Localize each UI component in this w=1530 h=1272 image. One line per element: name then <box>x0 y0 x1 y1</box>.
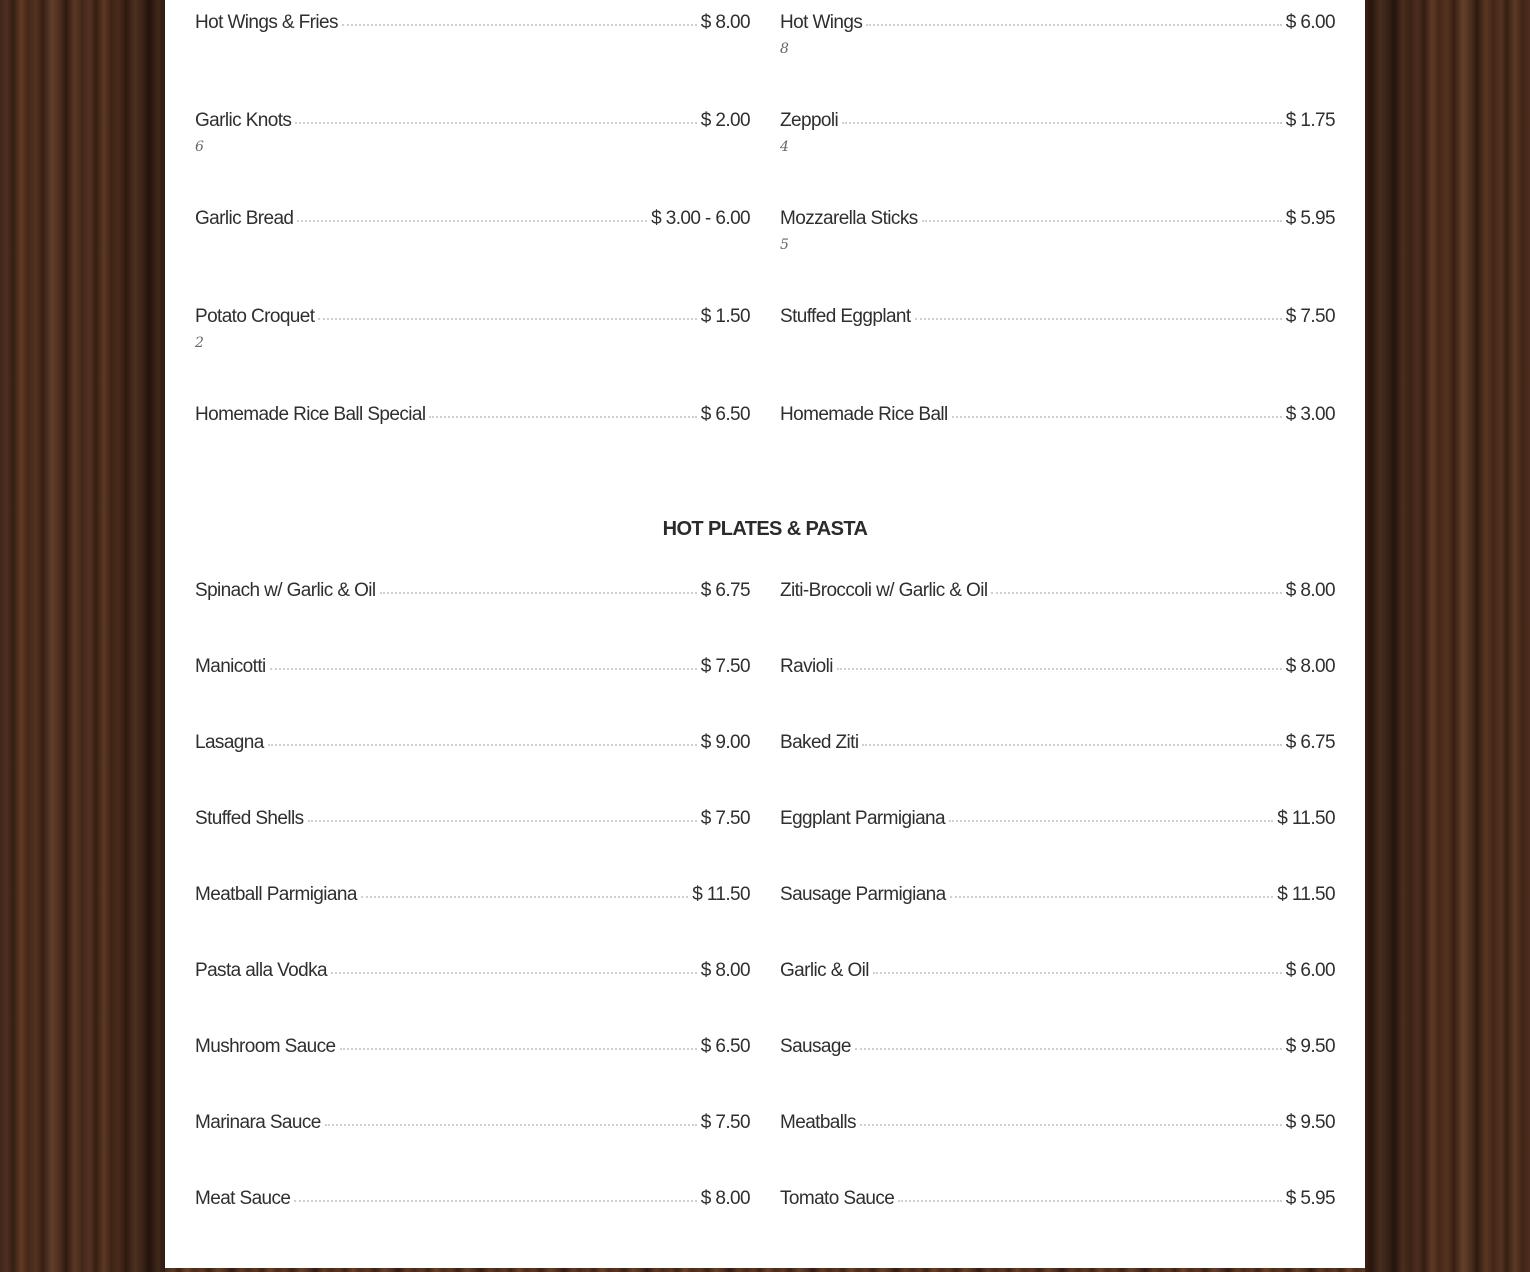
menu-item <box>195 206 750 304</box>
dot-leader <box>991 592 1281 594</box>
item-name: Homemade Rice Ball Special <box>195 404 426 425</box>
item-price: $ 11.50 <box>1277 808 1335 829</box>
appetizers-list <box>195 10 1335 500</box>
item-name: Homemade Rice Ball <box>780 404 948 425</box>
dot-leader <box>837 668 1282 670</box>
item-price: $ 8.00 <box>1285 656 1335 677</box>
item-name: Sausage <box>780 1036 851 1057</box>
item-name: Meat Sauce <box>195 1188 291 1209</box>
item-description: 6 <box>195 139 204 155</box>
item-price: $ 7.50 <box>700 808 750 829</box>
item-price: $ 7.50 <box>700 1112 750 1133</box>
dot-leader <box>331 972 697 974</box>
dot-leader <box>922 220 1282 222</box>
dot-leader <box>325 1124 697 1126</box>
menu-item <box>780 1034 1335 1110</box>
menu-item <box>195 1186 750 1262</box>
section-title: HOT PLATES & PASTA <box>662 518 868 540</box>
menu-item <box>195 882 750 958</box>
dot-leader <box>873 972 1282 974</box>
item-name: Hot Wings <box>780 12 863 33</box>
item-price: $ 3.00 - 6.00 <box>651 208 750 229</box>
item-name: Sausage Parmigiana <box>780 884 946 905</box>
item-price: $ 7.50 <box>1285 306 1335 327</box>
dot-leader <box>380 592 697 594</box>
menu-item <box>780 10 1335 108</box>
item-name: Ravioli <box>780 656 833 677</box>
menu-item <box>780 654 1335 730</box>
dot-leader <box>860 1124 1282 1126</box>
dot-leader <box>268 744 697 746</box>
item-price: $ 6.50 <box>700 1036 750 1057</box>
item-description: 2 <box>195 335 204 351</box>
item-name: Mushroom Sauce <box>195 1036 336 1057</box>
item-price: $ 7.50 <box>700 656 750 677</box>
wood-background-left <box>0 0 165 1272</box>
item-name: Stuffed Eggplant <box>780 306 911 327</box>
menu-item <box>780 730 1335 806</box>
menu-item <box>195 108 750 206</box>
menu-item <box>780 806 1335 882</box>
menu-item <box>195 806 750 882</box>
item-name: Spinach w/ Garlic & Oil <box>195 580 376 601</box>
menu-item <box>195 578 750 654</box>
item-price: $ 8.00 <box>700 960 750 981</box>
item-price: $ 9.00 <box>700 732 750 753</box>
dot-leader <box>294 1200 696 1202</box>
menu-item <box>780 108 1335 206</box>
item-price: $ 8.00 <box>700 12 750 33</box>
menu-item <box>195 402 750 500</box>
item-name: Ziti-Broccoli w/ Garlic & Oil <box>780 580 988 601</box>
dot-leader <box>308 820 697 822</box>
menu-item <box>195 654 750 730</box>
item-price: $ 6.00 <box>1285 960 1335 981</box>
menu-item <box>195 10 750 108</box>
item-price: $ 1.75 <box>1285 110 1335 131</box>
menu-item <box>195 730 750 806</box>
item-name: Eggplant Parmigiana <box>780 808 945 829</box>
item-price: $ 3.00 <box>1285 404 1335 425</box>
hot-plates-list <box>195 578 1335 1262</box>
item-price: $ 6.75 <box>1285 732 1335 753</box>
menu-item <box>780 206 1335 304</box>
item-description: 4 <box>780 139 789 155</box>
menu-item <box>195 958 750 1034</box>
item-name: Mozzarella Sticks <box>780 208 918 229</box>
menu-item <box>780 1110 1335 1186</box>
item-name: Hot Wings & Fries <box>195 12 338 33</box>
dot-leader <box>297 220 647 222</box>
dot-leader <box>295 122 696 124</box>
dot-leader <box>898 1200 1282 1202</box>
menu-item <box>780 578 1335 654</box>
item-name: Manicotti <box>195 656 266 677</box>
item-name: Potato Croquet <box>195 306 315 327</box>
dot-leader <box>361 896 688 898</box>
menu-item <box>780 958 1335 1034</box>
menu-item <box>780 402 1335 500</box>
dot-leader <box>915 318 1282 320</box>
item-price: $ 9.50 <box>1285 1036 1335 1057</box>
menu-item <box>195 304 750 402</box>
item-description: 8 <box>780 41 789 57</box>
dot-leader <box>862 744 1281 746</box>
menu-item <box>780 1186 1335 1262</box>
dot-leader <box>952 416 1282 418</box>
item-name: Garlic Bread <box>195 208 294 229</box>
item-name: Garlic Knots <box>195 110 292 131</box>
item-name: Stuffed Shells <box>195 808 304 829</box>
dot-leader <box>949 820 1273 822</box>
item-price: $ 6.75 <box>700 580 750 601</box>
item-price: $ 9.50 <box>1285 1112 1335 1133</box>
item-price: $ 8.00 <box>1285 580 1335 601</box>
item-price: $ 8.00 <box>700 1188 750 1209</box>
item-name: Baked Ziti <box>780 732 859 753</box>
dot-leader <box>855 1048 1282 1050</box>
dot-leader <box>270 668 697 670</box>
item-name: Lasagna <box>195 732 264 753</box>
item-name: Meatballs <box>780 1112 856 1133</box>
menu-item <box>195 1110 750 1186</box>
menu-item <box>195 1034 750 1110</box>
dot-leader <box>429 416 696 418</box>
dot-leader <box>342 24 697 26</box>
dot-leader <box>842 122 1282 124</box>
item-price: $ 1.50 <box>700 306 750 327</box>
item-price: $ 11.50 <box>692 884 750 905</box>
item-price: $ 11.50 <box>1277 884 1335 905</box>
dot-leader <box>866 24 1282 26</box>
item-name: Meatball Parmigiana <box>195 884 357 905</box>
item-name: Marinara Sauce <box>195 1112 321 1133</box>
item-price: $ 6.00 <box>1285 12 1335 33</box>
item-price: $ 6.50 <box>700 404 750 425</box>
item-price: $ 2.00 <box>700 110 750 131</box>
item-price: $ 5.95 <box>1285 208 1335 229</box>
item-name: Pasta alla Vodka <box>195 960 327 981</box>
item-name: Tomato Sauce <box>780 1188 895 1209</box>
dot-leader <box>950 896 1274 898</box>
item-name: Garlic & Oil <box>780 960 869 981</box>
dot-leader <box>340 1048 697 1050</box>
menu-item <box>780 882 1335 958</box>
menu-page <box>165 0 1365 1268</box>
menu-item <box>780 304 1335 402</box>
wood-background-right <box>1365 0 1530 1272</box>
item-name: Zeppoli <box>780 110 839 131</box>
dot-leader <box>318 318 696 320</box>
item-description: 5 <box>780 237 789 253</box>
item-price: $ 5.95 <box>1285 1188 1335 1209</box>
